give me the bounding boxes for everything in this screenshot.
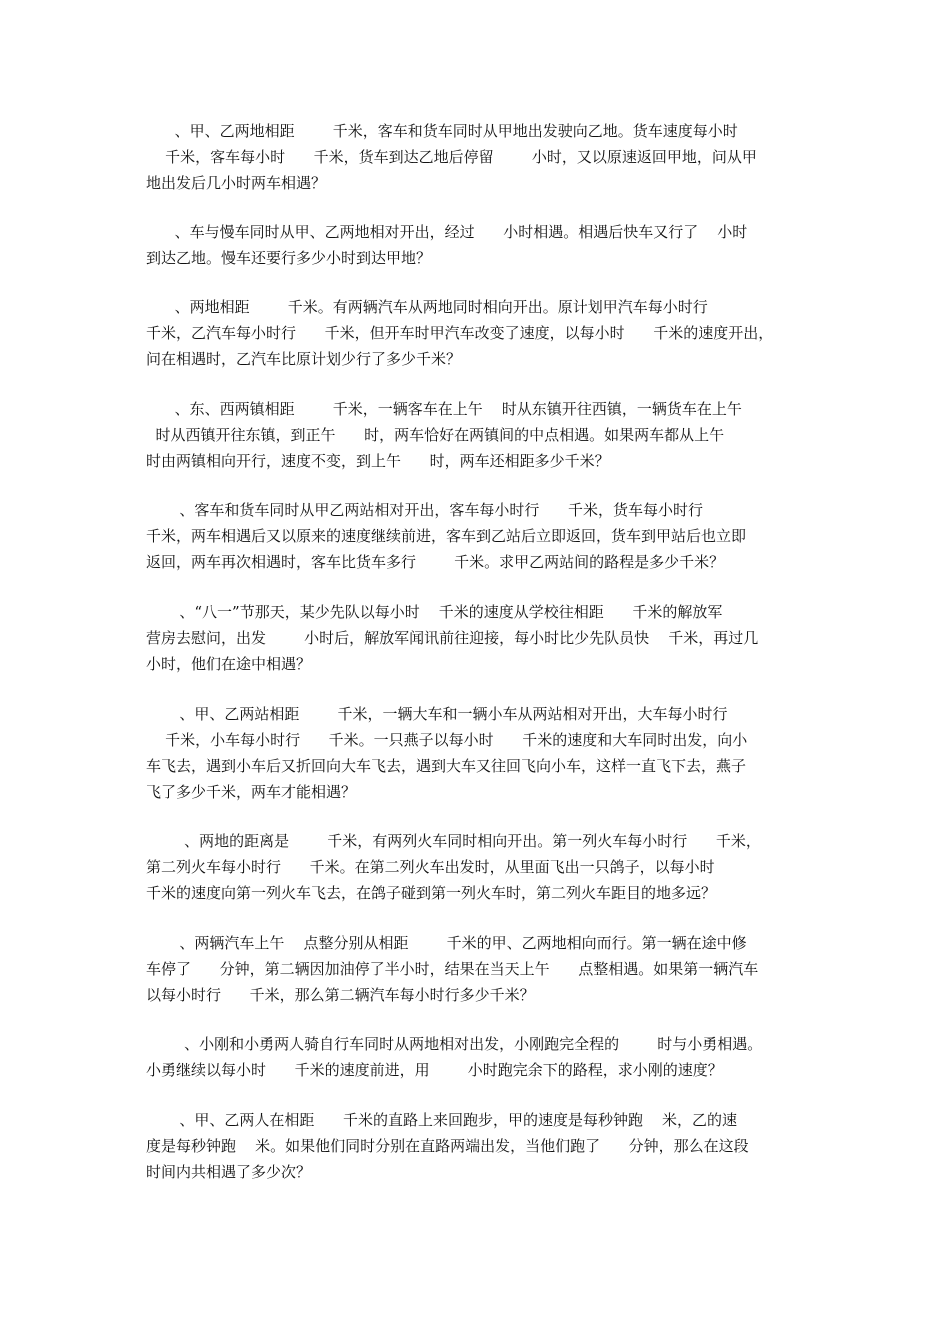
problem-4	[146, 396, 810, 474]
problem-5	[146, 497, 810, 575]
problem-line: 地出发后几小时两车相遇？	[146, 174, 327, 192]
problem-9	[146, 930, 810, 1008]
problem-line: 、两辆汽车上午 点整分别从相距 千米的甲、乙两地相向而行。第一辆在途中修	[146, 934, 747, 952]
problem-line: 、甲、乙两站相距 千米，一辆大车和一辆小车从两站相对开出，大车每小时行	[146, 705, 728, 723]
problem-6	[146, 599, 810, 677]
problem-line: 车停了 分钟，第二辆因加油停了半小时，结果在当天上午 点整相遇。如果第一辆汽车	[146, 960, 759, 978]
problem-2	[146, 219, 810, 271]
problem-line: 、车与慢车同时从甲、乙两地相对开出，经过 小时相遇。相遇后快车又行了 小时	[146, 223, 748, 241]
problem-line: 营房去慰问，出发 小时后，解放军闻讯前往迎接，每小时比少先队员快 千米，再过几	[146, 629, 759, 647]
problem-line: 车飞去，遇到小车后又折回向大车飞去，遇到大车又往回飞向小车，这样一直飞下去，燕子	[146, 757, 747, 775]
problem-line: 、两地的距离是 千米，有两列火车同时相向开出。第一列火车每小时行 千米，	[146, 832, 761, 850]
problem-line: 飞了多少千米，两车才能相遇？	[146, 783, 357, 801]
problem-line: 第二列火车每小时行 千米。在第二列火车出发时，从里面飞出一只鸽子，以每小时	[146, 858, 715, 876]
problem-line: 、客车和货车同时从甲乙两站相对开出，客车每小时行 千米，货车每小时行	[146, 501, 703, 519]
problem-line: 到达乙地。慢车还要行多少小时到达甲地？	[146, 249, 432, 267]
problem-8	[146, 828, 810, 906]
problem-line: 千米，两车相遇后又以原来的速度继续前进，客车到乙站后立即返回，货车到甲站后也立即	[146, 527, 747, 545]
problem-line: 问在相遇时，乙汽车比原计划少行了多少千米？	[146, 350, 462, 368]
problem-line: 小勇继续以每小时 千米的速度前进，用 小时跑完余下的路程，求小刚的速度？	[146, 1061, 723, 1079]
problem-line: 返回，两车再次相遇时，客车比货车多行 千米。求甲乙两站间的路程是多少千米？	[146, 553, 725, 571]
problem-line: 时从西镇开往东镇，到正午 时，两车恰好在两镇间的中点相遇。如果两车都从上午	[146, 426, 725, 444]
problem-line: 、甲、乙两地相距 千米，客车和货车同时从甲地出发驶向乙地。货车速度每小时	[146, 122, 738, 140]
problem-line: 、两地相距 千米。有两辆汽车从两地同时相向开出。原计划甲汽车每小时行	[146, 298, 708, 316]
problem-line: 以每小时行 千米，那么第二辆汽车每小时行多少千米？	[146, 986, 535, 1004]
problem-line: 、东、西两镇相距 千米，一辆客车在上午 时从东镇开往西镇，一辆货车在上午	[146, 400, 742, 418]
problem-3	[146, 294, 810, 372]
problem-line: 、甲、乙两人在相距 千米的直路上来回跑步，甲的速度是每秒钟跑 米，乙的速	[146, 1111, 738, 1129]
problem-line: 小时，他们在途中相遇？	[146, 655, 312, 673]
problem-10	[146, 1031, 810, 1083]
problem-line: 、“八一”节那天，某少先队以每小时 千米的速度从学校往相距 千米的解放军	[146, 603, 723, 621]
problem-line: 千米的速度向第一列火车飞去，在鸽子碰到第一列火车时，第二列火车距目的地多远？	[146, 884, 717, 902]
problem-line: 、小刚和小勇两人骑自行车同时从两地相对出发，小刚跑完全程的 时与小勇相遇。	[146, 1035, 763, 1053]
problem-line: 时由两镇相向开行，速度不变，到上午 时，两车还相距多少千米？	[146, 452, 610, 470]
problem-line: 千米，小车每小时行 千米。一只燕子以每小时 千米的速度和大车同时出发，向小	[146, 731, 748, 749]
problem-line: 时间内共相遇了多少次？	[146, 1163, 312, 1181]
problem-1	[146, 118, 810, 196]
problem-11	[146, 1107, 810, 1185]
problem-line: 度是每秒钟跑 米。如果他们同时分别在直路两端出发，当他们跑了 分钟，那么在这段	[146, 1137, 749, 1155]
problem-7	[146, 701, 810, 805]
problem-line: 千米，客车每小时 千米，货车到达乙地后停留 小时，又以原速返回甲地，问从甲	[146, 148, 757, 166]
problem-line: 千米，乙汽车每小时行 千米，但开车时甲汽车改变了速度，以每小时 千米的速度开出，	[146, 324, 774, 342]
